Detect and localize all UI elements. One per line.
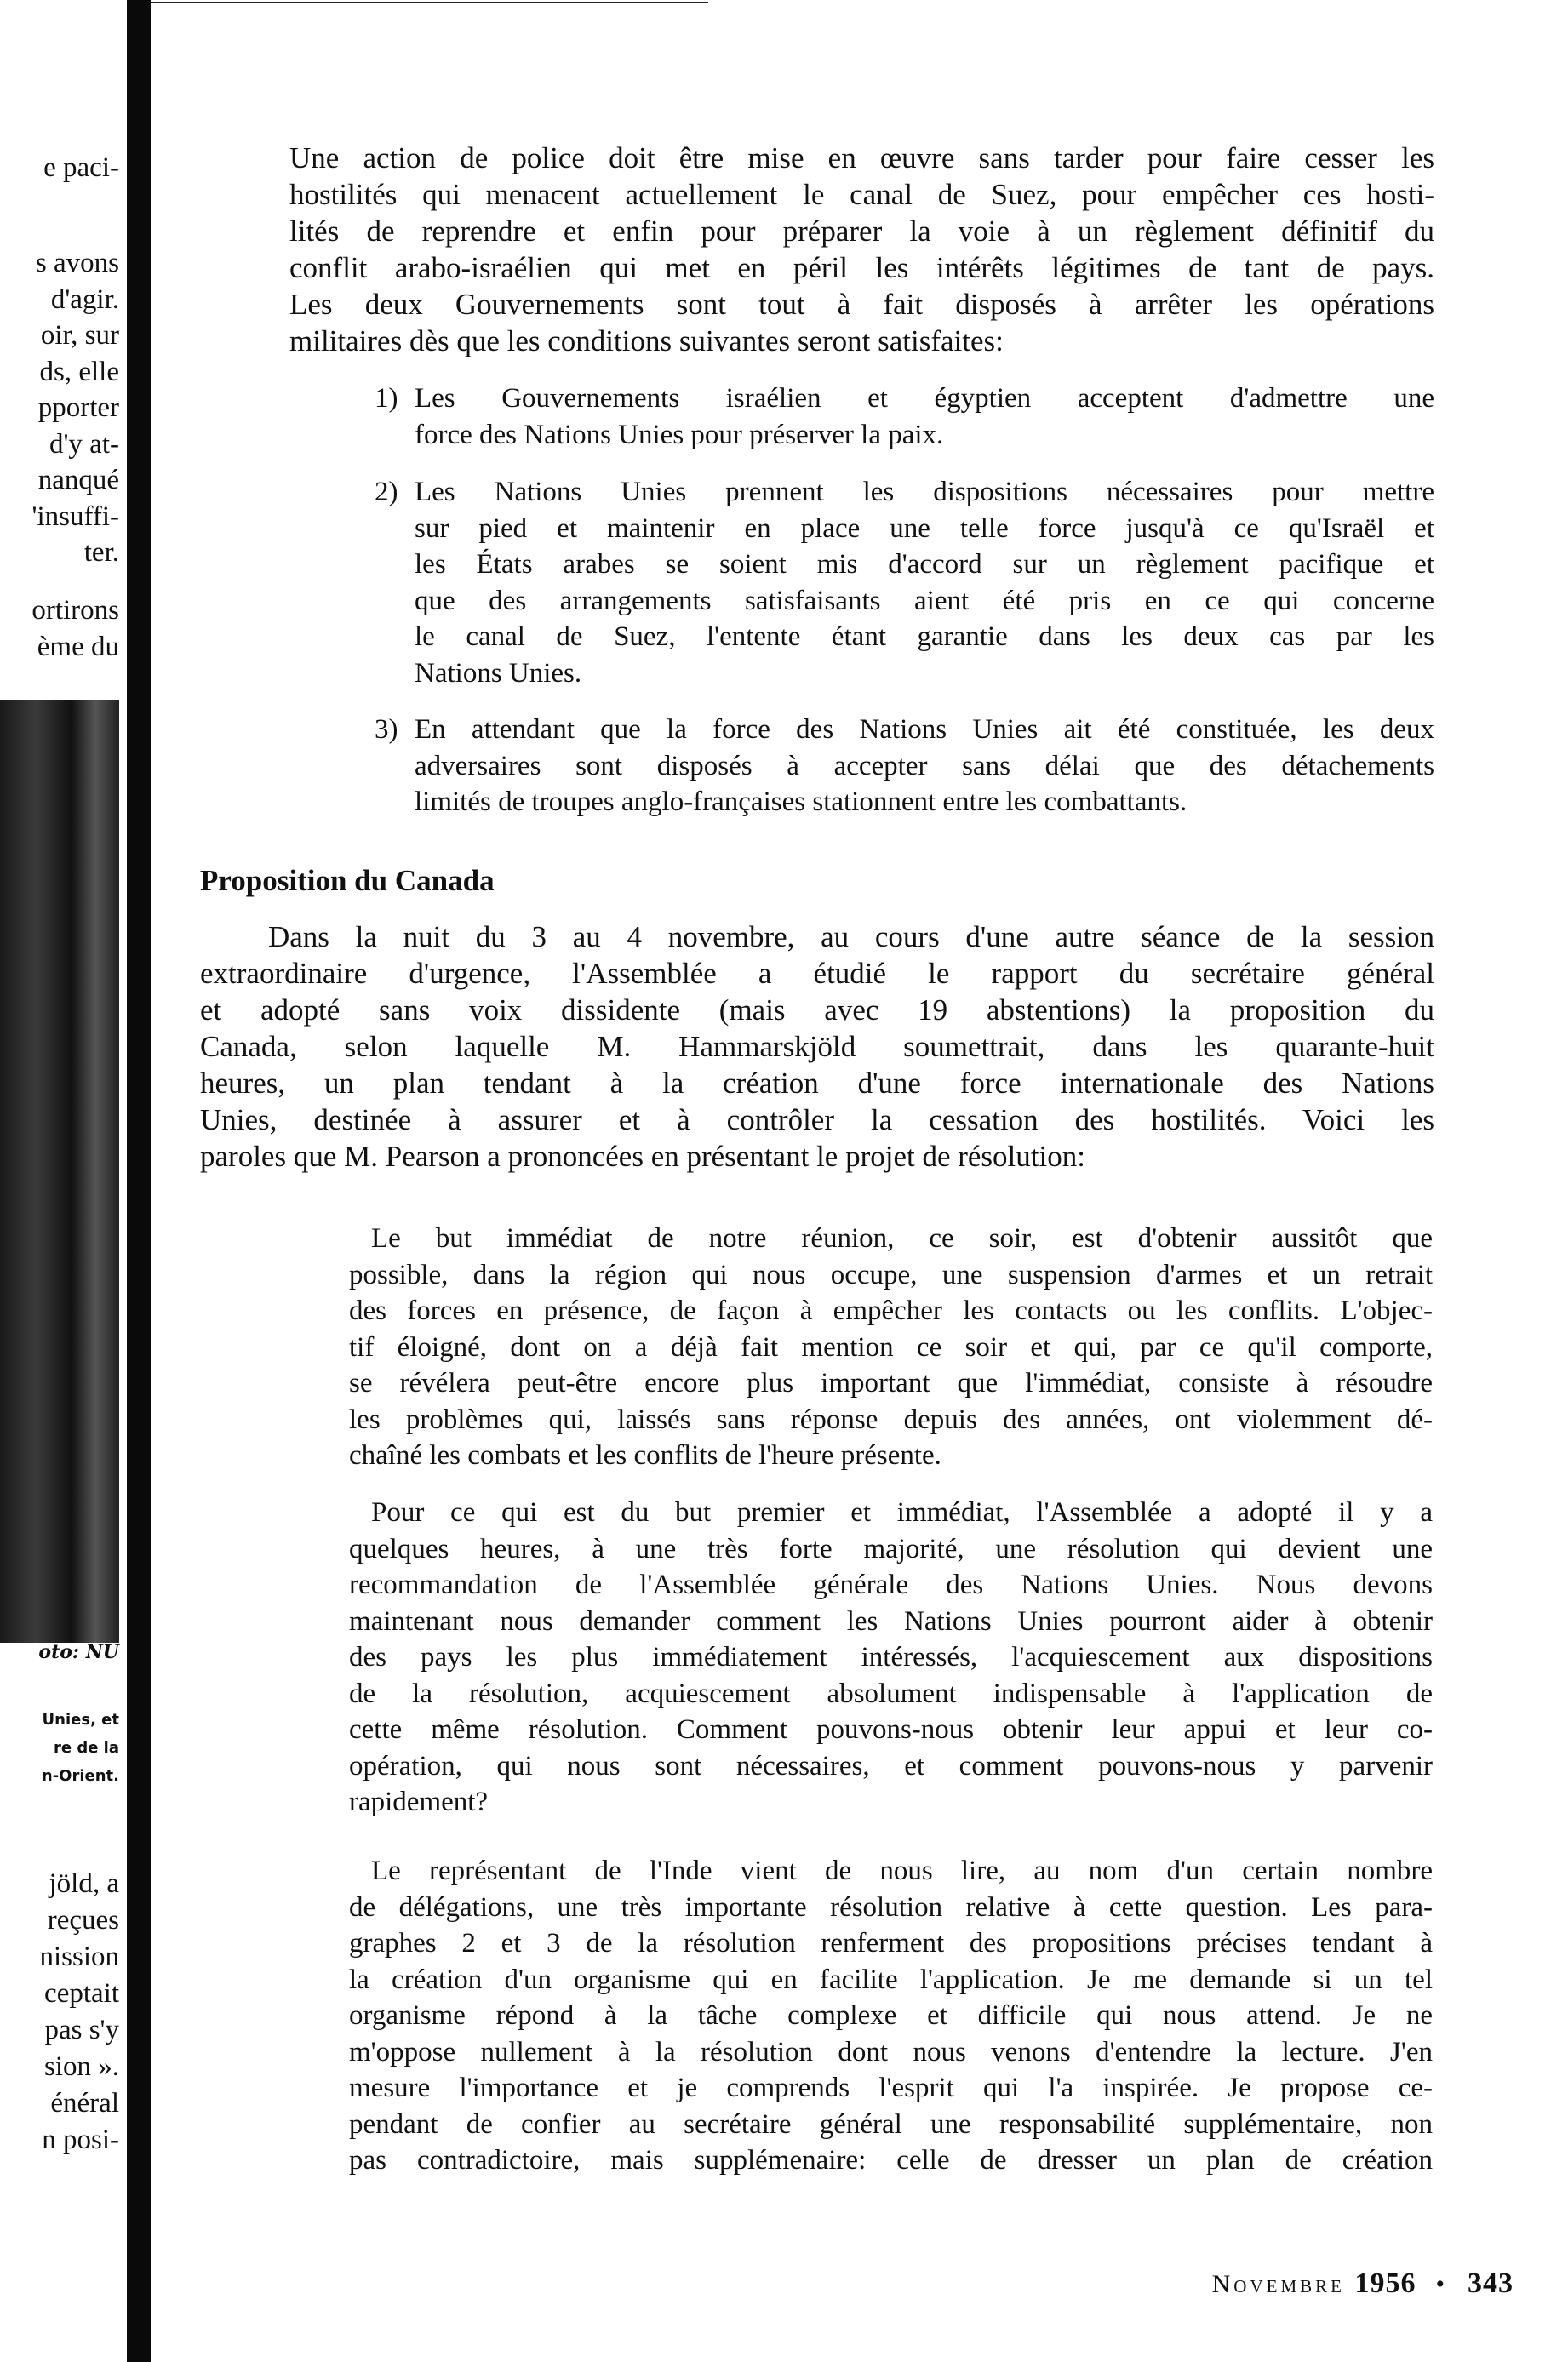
footer-year: 1956	[1354, 2268, 1416, 2299]
page-gutter-shadow	[127, 0, 151, 2362]
photo-caption	[0, 1711, 119, 1795]
section-paragraph	[200, 918, 1434, 1175]
condition-number: 2)	[375, 477, 398, 507]
text-line: la création d'un organisme qui en facilite l'application. Je me demande si un tel	[349, 1964, 1433, 1995]
text-line: pas contradictoire, mais supplémenaire: celle de dresser un plan de création	[349, 2145, 1433, 2176]
text-line: opération, qui nous sont nécessaires, et comment pouvons-nous y parvenir	[349, 1750, 1433, 1782]
text-line: les États arabes se soient mis d'accord sur un règlement pacifique et	[415, 549, 1434, 580]
text-line: pendant de confier au secrétaire général une responsabilité supplémentaire, non	[349, 2108, 1433, 2140]
text-line: nission	[39, 1942, 119, 1972]
photo-credit	[0, 1641, 119, 1675]
text-line: Le représentant de l'Inde vient de nous lire, au nom d'un certain nombre	[371, 1856, 1433, 1886]
text-line: Nations Unies.	[415, 657, 582, 689]
text-line: n-Orient.	[41, 1767, 119, 1785]
text-line: de délégations, une très importante résolution relative à cette question. Les para-	[349, 1891, 1433, 1923]
text-line: e paci-	[43, 152, 119, 183]
photo-credit-text: oto: NU	[38, 1641, 119, 1663]
footer-month: Novembre	[1211, 2270, 1345, 2298]
text-line: cette même résolution. Comment pouvons-nous obtenir leur appui et leur co-	[349, 1714, 1433, 1745]
text-line: Les deux Gouvernements sont tout à fait disposés à arrêter les opérations	[289, 288, 1434, 321]
text-line: le canal de Suez, l'entente étant garantie dans les deux cas par les	[415, 621, 1434, 652]
condition-3	[375, 712, 1434, 821]
left-fragment-bottom	[0, 1866, 119, 2159]
text-line: pas s'y	[44, 2015, 119, 2045]
quote-paragraph-3	[349, 1853, 1433, 2179]
intro-paragraph	[289, 140, 1434, 359]
condition-2	[375, 474, 1434, 691]
condition-number: 3)	[375, 714, 398, 745]
text-line: n posi-	[42, 2125, 119, 2155]
text-line: sur pied et maintenir en place une telle force jusqu'à ce qu'Israël et	[415, 512, 1434, 544]
footer-bullet: •	[1435, 2270, 1448, 2298]
top-rule	[151, 2, 708, 3]
text-line: ter.	[83, 537, 119, 568]
text-line: Dans la nuit du 3 au 4 novembre, au cours d'une autre séance de la session	[268, 920, 1434, 953]
text-line: Le but immédiat de notre réunion, ce soir, est d'obtenir aussitôt que	[371, 1223, 1433, 1254]
text-line: recommandation de l'Assemblée générale des Nations Unies. Nous devons	[349, 1570, 1433, 1600]
text-line: les problèmes qui, laissés sans réponse depuis des années, ont violemment dé-	[349, 1404, 1433, 1435]
text-line: ortirons	[31, 595, 119, 626]
text-line: graphes 2 et 3 de la résolution renferment des propositions précises tendant à	[349, 1928, 1433, 1959]
condition-text	[415, 712, 1434, 821]
left-fragment-mid2	[0, 592, 119, 665]
quote-paragraph-2	[349, 1495, 1433, 1821]
text-line: Unies, destinée à assurer et à contrôler la cessation des hostilités. Voici les	[200, 1103, 1434, 1136]
text-line: tif éloigné, dont on a déjà fait mention ce soir et qui, par ce qu'il comporte,	[349, 1331, 1433, 1363]
text-line: organisme répond à la tâche complexe et difficile qui nous attend. Je ne	[349, 2000, 1433, 2031]
text-line: d'agir.	[50, 283, 119, 315]
text-line: force des Nations Unies pour préserver la paix.	[415, 419, 944, 450]
text-line: possible, dans la région qui nous occupe, une suspension d'armes et un retrait	[349, 1259, 1433, 1290]
text-line: heures, un plan tendant à la création d'une force internationale des Nations	[200, 1067, 1434, 1100]
text-line: oir, sur	[40, 320, 119, 351]
text-line: m'oppose nullement à la résolution dont nous venons d'entendre la lecture. J'en	[349, 2036, 1433, 2067]
section-heading: Proposition du Canada	[200, 864, 495, 897]
quote-paragraph-1	[349, 1221, 1433, 1474]
text-line: de la résolution, acquiescement absolument indispensable à l'application de	[349, 1678, 1433, 1709]
text-line: des forces en présence, de façon à empêcher les contacts ou les conflits. L'objec-	[349, 1295, 1433, 1326]
text-line: quelques heures, à une très forte majorité, une résolution qui devient une	[349, 1533, 1433, 1564]
text-line: Unies, et	[42, 1711, 119, 1729]
text-line: adversaires sont disposés à accepter sans délai que des détachements	[415, 750, 1434, 781]
text-line: des pays les plus immédiatement intéressés, l'acquiescement aux dispositions	[349, 1642, 1433, 1673]
text-line: lités de reprendre et enfin pour préparer la voie à un règlement définitif du	[289, 214, 1434, 248]
text-line: En attendant que la force des Nations Unies ait été constituée, les deux	[415, 714, 1434, 745]
text-line: militaires dès que les conditions suivantes seront satisfaites:	[289, 324, 1004, 357]
text-line: d'y at-	[49, 428, 119, 460]
text-line: limités de troupes anglo-françaises stationnent entre les combattants.	[415, 786, 1187, 817]
text-line: maintenant nous demander comment les Nations Unies pourront aider à obtenir	[349, 1605, 1433, 1637]
condition-1	[375, 380, 1434, 453]
text-line: conflit arabo-israélien qui met en péril les intérêts légitimes de tant de pays.	[289, 251, 1434, 284]
text-line: ds, elle	[39, 356, 119, 387]
text-line: que des arrangements satisfaisants aient été pris en ce qui concerne	[415, 585, 1434, 616]
text-line: ceptait	[44, 1978, 119, 2009]
condition-text	[415, 380, 1434, 453]
text-line: chaîné les combats et les conflits de l'heure présente.	[349, 1440, 941, 1471]
text-line: 'insuffi-	[31, 500, 119, 532]
condition-text	[415, 474, 1434, 691]
text-line: Les Nations Unies prennent les dispositions nécessaires pour mettre	[415, 477, 1434, 507]
text-line: s avons	[35, 248, 119, 278]
text-line: extraordinaire d'urgence, l'Assemblée a étudié le rapport du secrétaire général	[200, 957, 1434, 990]
text-line: énéral	[50, 2088, 119, 2119]
condition-number: 1)	[375, 383, 398, 414]
text-line: mesure l'importance et je comprends l'esprit qui l'a inspirée. Je propose ce-	[349, 2073, 1433, 2103]
photo-fragment	[0, 700, 119, 1643]
text-line: re de la	[53, 1739, 119, 1757]
text-line: Pour ce qui est du but premier et immédiat, l'Assemblée a adopté il y a	[371, 1497, 1433, 1528]
page-number: 343	[1468, 2268, 1514, 2299]
text-line: reçues	[47, 1905, 119, 1936]
text-line: ème du	[37, 631, 119, 662]
text-line: se révélera peut-être encore plus important que l'immédiat, consiste à résoudre	[349, 1368, 1433, 1398]
text-line: paroles que M. Pearson a prononcées en présentant le projet de résolution:	[200, 1140, 1085, 1173]
text-line: et adopté sans voix dissidente (mais avec 19 abstentions) la proposition du	[200, 993, 1434, 1027]
text-line: jöld, a	[49, 1868, 119, 1899]
text-line: nanqué	[37, 465, 119, 495]
text-line: Canada, selon laquelle M. Hammarskjöld soumettrait, dans les quarante-huit	[200, 1030, 1434, 1063]
page-footer	[1212, 2268, 1514, 2300]
left-fragment-mid	[0, 245, 119, 571]
text-line: sion ».	[43, 2051, 119, 2082]
text-line: Les Gouvernements israélien et égyptien acceptent d'admettre une	[415, 383, 1434, 414]
text-line: pporter	[37, 392, 119, 423]
text-line: hostilités qui menacent actuellement le canal de Suez, pour empêcher ces hosti-	[289, 178, 1434, 211]
text-line: rapidement?	[349, 1787, 489, 1817]
left-fragment-top	[0, 150, 119, 186]
text-line: Une action de police doit être mise en œuvre sans tarder pour faire cesser les	[289, 141, 1434, 174]
